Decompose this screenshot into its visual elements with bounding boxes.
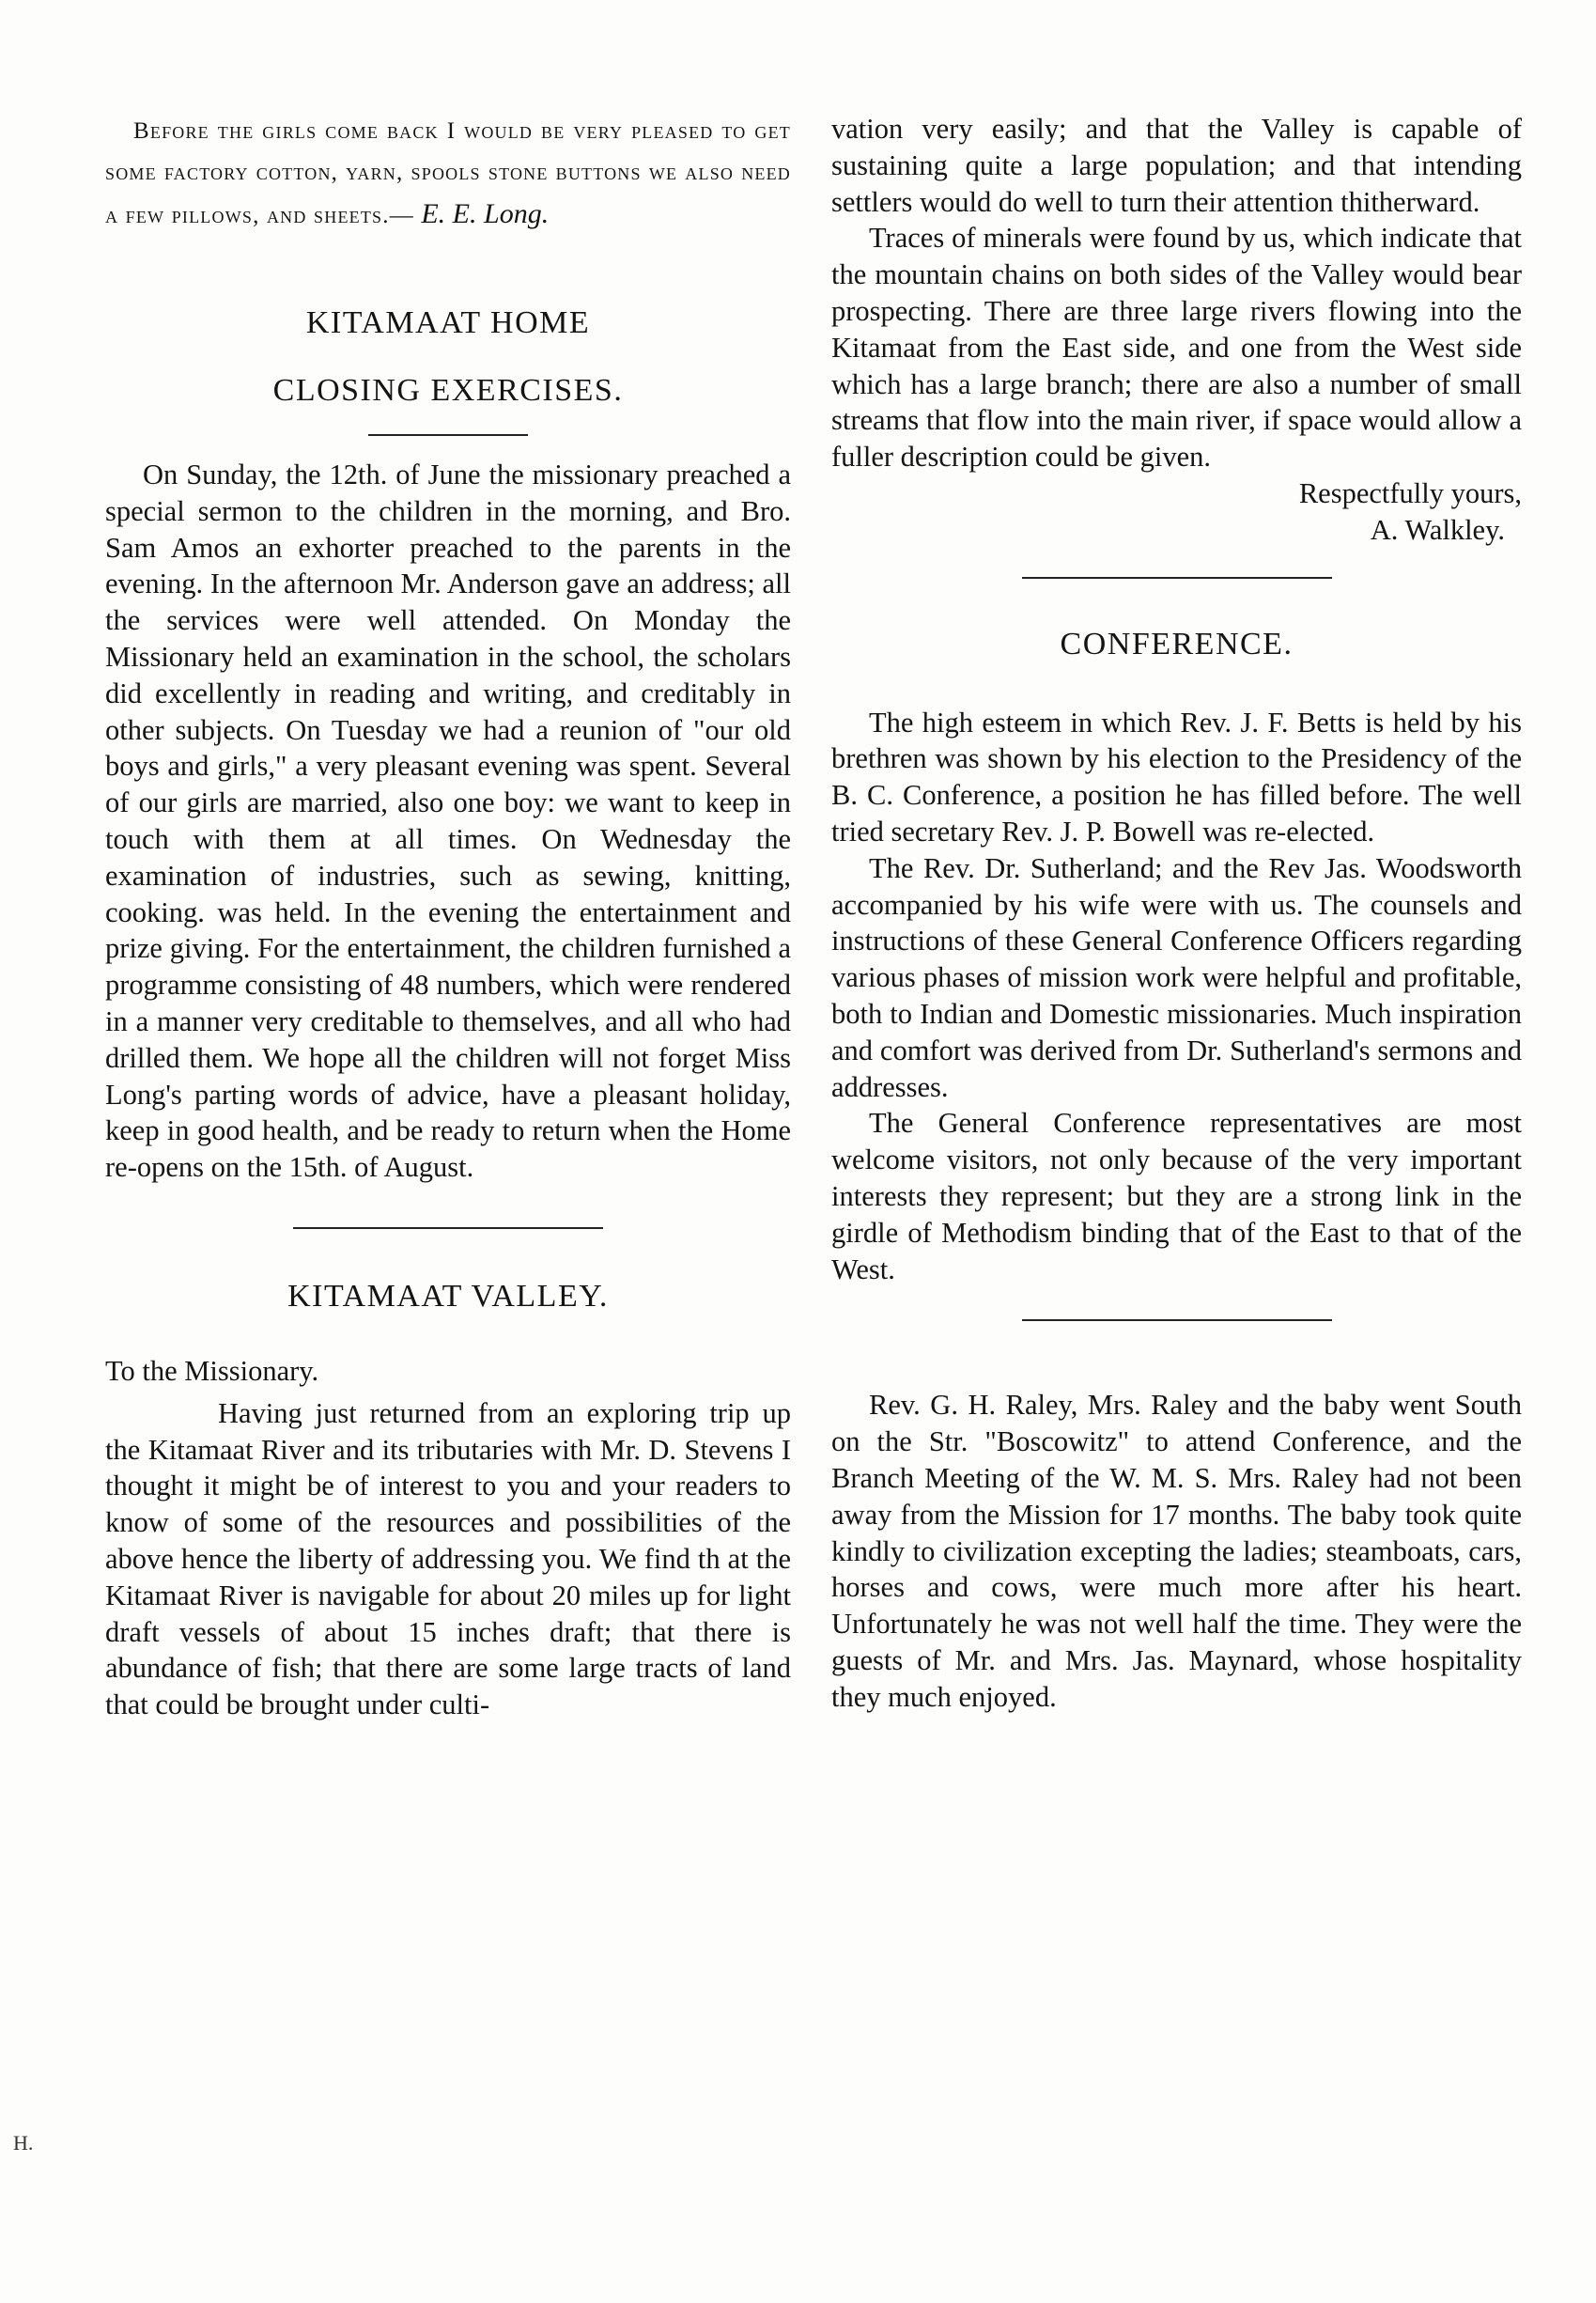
valley-continued-paragraph: vation very easily; and that the Valley is capable of sustaining quite a large population; and that intending settlers would do well to turn their attention thitherward.: [831, 113, 1522, 218]
signoff-name: A. Walkley.: [1370, 513, 1505, 546]
heading-conference: CONFERENCE.: [1060, 626, 1294, 661]
closing-exercises-paragraph: On Sunday, the 12th. of June the missionary preached a special sermon to the children in the morning, and Bro. Sam Amos an exhorter preached to the parents in the evening. In the afternoon Mr. Anderson gave an address; all the services were well attended. On Monday the Missionary held an examination in the school, the scholars did excellently in reading and writing, and creditably in other subjects. On Tuesday we had a reunion of "our old boys and girls," a very pleasant evening was spent. Several of our girls are married, also one boy: we want to keep in touch with them at all times. On Wednesday the examination of industries, such as sewing, knitting, cooking. was held. In the evening the entertainment and prize giving. For the entertainment, the children furnished a programme consisting of 48 numbers, which were rendered in a manner very creditable to themselves, and all who had drilled them. We hope all the children will not forget Miss Long's parting words of advice, have a pleasant holiday, keep in good health, and be ready to return when the Home re-opens on the 15th. of August.: [105, 459, 791, 1184]
conference-paragraph-2: The Rev. Dr. Sutherland; and the Rev Jas. Woodsworth accompanied by his wife were with us. The counsels and instructions of these General Conference Officers regarding various phases of mission work were helpful and profitable, both to Indian and Domestic missionaries. Much inspiration and comfort was derived from Dr. Sutherland's sermons and addresses.: [831, 851, 1522, 1103]
notice-signature: E. E. Long.: [421, 198, 550, 229]
heading-closing-exercises: CLOSING EXERCISES.: [272, 373, 624, 408]
right-column: [831, 111, 1522, 1715]
conference-paragraph-3: The General Conference representatives are most welcome visitors, not only because of the very important interests they represent; but they are a strong link in the girdle of Methodism binding that of the East to that of the West.: [831, 1107, 1522, 1285]
conference-paragraph-1: The high esteem in which Rev. J. F. Betts is held by his brethren was shown by his election to the Presidency of the B. C. Conference, a position he has filled before. The well tried secretary Rev. J. P. Bowell was re-elected.: [831, 706, 1522, 848]
heading-kitamaat-home: KITAMAAT HOME: [305, 305, 591, 340]
raley-paragraph: Rev. G. H. Raley, Mrs. Raley and the baby went South on the Str. "Boscowitz" to attend Conference, and the Branch Meeting of the W. M. S. Mrs. Raley had not been away from the Mission for 17 months. The baby took quite kindly to civilization excepting the ladies; steamboats, cars, horses and cows, were much more after his heart. Unfortunately he was not well half the time. They were the guests of Mr. and Mrs. Jas. Maynard, whose hospitality they much enjoyed.: [831, 1389, 1522, 1713]
valley-paragraph: Having just returned from an exploring trip up the Kitamaat River and its tributaries with Mr. D. Stevens I thought it might be of interest to you and your readers to know of some of the resources and possibilities of the above hence the liberty of addressing you. We find th at the Kitamaat River is navigable for about 20 miles up for light draft vessels of about 15 inches draft; that there is abundance of fish; that there are some large tracts of land that could be brought under culti-: [105, 1396, 791, 1721]
margin-mark: H.: [13, 2131, 34, 2155]
heading-kitamaat-valley: KITAMAAT VALLEY.: [287, 1278, 609, 1314]
notice-text: Before the girls come back I would be very pleased to get some factory cotton, yarn, spools stone buttons we also need a few pillows, and sheets.—: [105, 118, 791, 228]
signoff: [831, 475, 1522, 549]
signoff-closing: Respectfully yours,: [1298, 476, 1522, 509]
salutation: To the Missionary.: [105, 1354, 319, 1387]
minerals-paragraph: Traces of minerals were found by us, which indicate that the mountain chains on both sides of the Valley would bear prospecting. There are three large rivers flowing into the Kitamaat from the East side, and one from the West side which has a large branch; there are also a number of small streams that flow into the main river, if space would allow a fuller description could be given.: [831, 222, 1522, 474]
left-column: [105, 111, 791, 1723]
notice-paragraph: [105, 111, 791, 237]
